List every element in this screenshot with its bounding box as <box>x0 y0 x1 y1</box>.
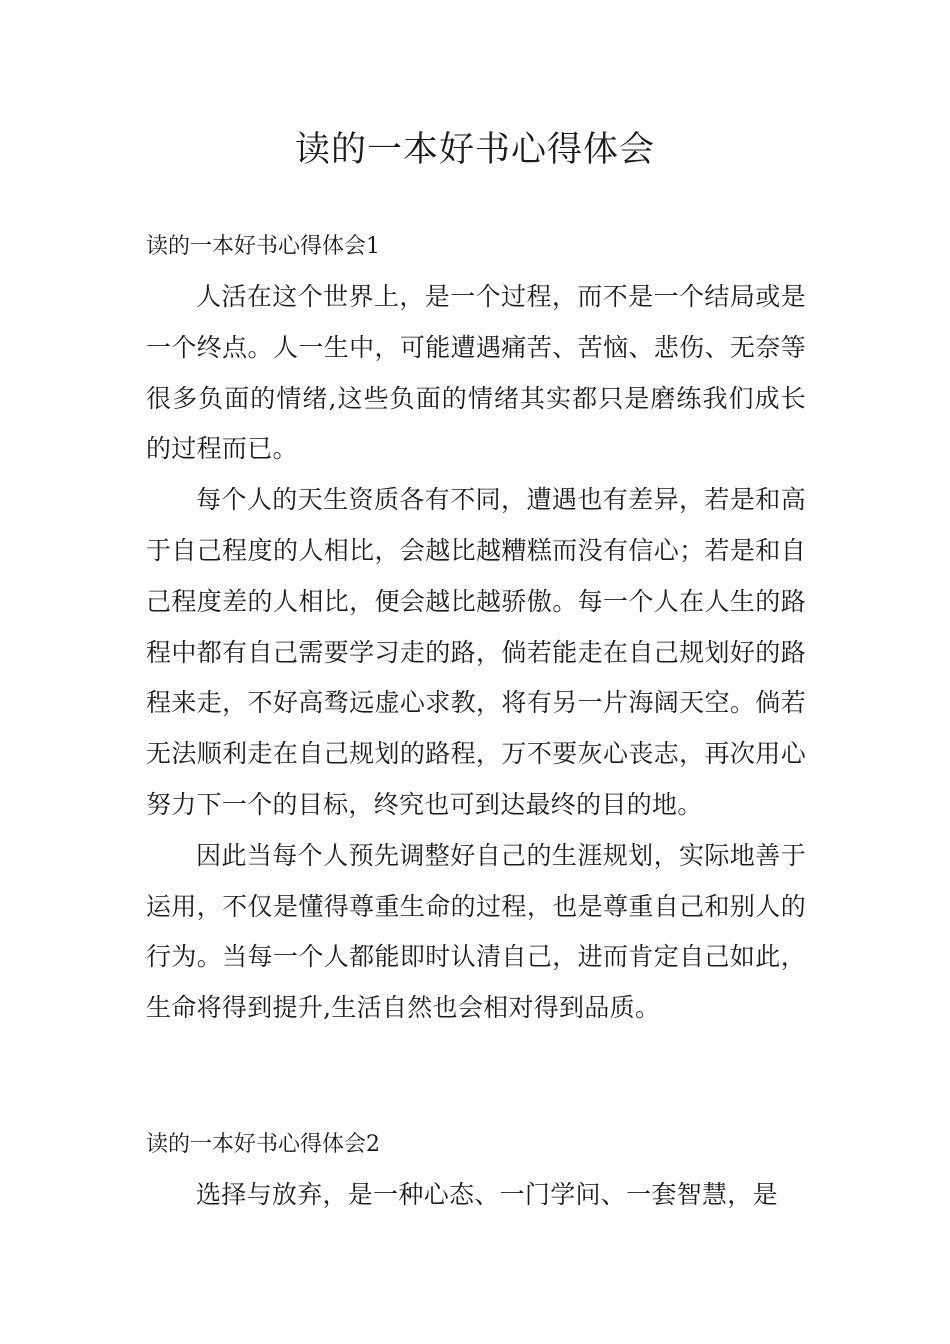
paragraph: 人活在这个世界上，是一个过程，而不是一个结局或是一个终点。人一生中，可能遭遇痛苦、苦恼、悲伤、无奈等很多负面的情绪,这些负面的情绪其实都只是磨练我们成长的过程而已。 <box>146 282 806 464</box>
section-heading: 读的一本好书心得体会1 <box>146 234 380 259</box>
paragraph: 选择与放弃，是一种心态、一门学问、一套智慧，是 <box>196 1180 778 1209</box>
section-2 <box>146 1130 806 1221</box>
paragraph: 因此当每个人预先调整好自己的生涯规划，实际地善于运用，不仅是懂得尊重生命的过程，也是尊重自己和别人的行为。当每一个人都能即时认清自己，进而肯定自己如此，生命将得到提升,生活自然也会相对得到品质。 <box>146 840 806 1023</box>
document-title: 读的一本好书心得体会 <box>294 130 655 170</box>
paragraph: 每个人的天生资质各有不同，遭遇也有差异，若是和高于自己程度的人相比，会越比越糟糕而没有信心；若是和自己程度差的人相比，便会越比越骄傲。每一个人在人生的路程中都有自己需要学习走的路，倘若能走在自己规划好的路程来走，不好高骛远虚心求教，将有另一片海阔天空。倘若无法顺利走在自己规划的路程，万不要灰心丧志，再次用心努力下一个的目标，终究也可到达最终的目的地。 <box>146 485 806 819</box>
section-1 <box>146 232 806 1034</box>
section-heading: 读的一本好书心得体会2 <box>146 1132 380 1157</box>
